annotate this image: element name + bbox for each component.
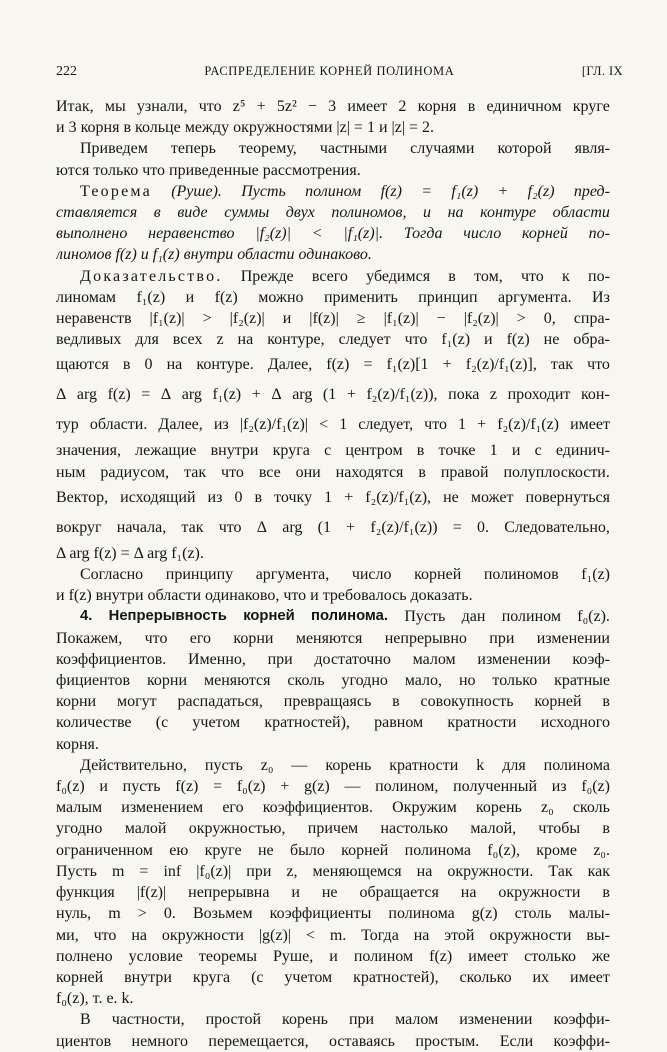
theorem-line: ставляется в виде суммы двух полиномов, и на контуре области bbox=[56, 204, 610, 222]
text-line: Пусть m = inf |f₀(z)| при z, меняющемся на окружности. Так как bbox=[56, 862, 610, 880]
theorem-line: линомов f(z) и f₁(z) внутри области одинаково. bbox=[56, 246, 372, 264]
text-line: корни могут распадаться, превращаясь в совокупность корней в bbox=[56, 693, 610, 711]
proof-line: значения, лежащие внутри круга с центром в точке 1 и с единич- bbox=[56, 442, 610, 460]
text-line: Приведем теперь теорему, частными случаями которой явля- bbox=[80, 140, 610, 158]
text-line: малым изменением его коэффициентов. Окружим корень z₀ сколь bbox=[56, 799, 610, 817]
text-line: количестве (с учетом кратностей), равном кратности исходного bbox=[56, 714, 610, 732]
text-line: угодно малой окружностью, причем настолько малой, чтобы в bbox=[56, 820, 610, 838]
text-line: полнено условие теоремы Руше, и полином f(z) имеет столько же bbox=[56, 947, 610, 965]
page-body bbox=[56, 96, 610, 1052]
text-line: Итак, мы узнали, что z⁵ + 5z² − 3 имеет 2 корня в единичном круге bbox=[56, 98, 610, 115]
proof-line: Δ arg f(z) = Δ arg f₁(z). bbox=[56, 544, 204, 562]
theorem-line: выполнено неравенство |f₂(z)| < |f₁(z)|. Тогда число корней по- bbox=[56, 225, 610, 243]
text-line: и 3 корня в кольце между окружностями |z| = 1 и |z| = 2. bbox=[56, 119, 435, 137]
text-line: В частности, простой корень при малом изменении коэффи- bbox=[80, 1011, 610, 1029]
running-title: РАСПРЕДЕЛЕНИЕ КОРНЕЙ ПОЛИНОМА bbox=[204, 64, 455, 78]
text-line: f₀(z) и пусть f(z) = f₀(z) + g(z) — полином, полученный из f₀(z) bbox=[56, 778, 610, 796]
proof-line: Доказательство. Прежде всего убедимся в том, что к по- bbox=[80, 267, 610, 285]
text-line: ми, что на окружности |g(z)| < m. Тогда на этой окружности вы- bbox=[56, 926, 610, 944]
text-line: ются только что приведенные рассмотрения. bbox=[56, 161, 361, 179]
page-header bbox=[56, 64, 623, 80]
text-line: и f(z) внутри области одинаково, что и требовалось доказать. bbox=[56, 587, 473, 605]
text-line: фициентов корни меняются сколь угодно мало, но только кратные bbox=[56, 672, 610, 690]
text-line: Согласно принципу аргумента, число корней полиномов f₁(z) bbox=[80, 566, 610, 584]
text-line: f₀(z), т. е. k. bbox=[56, 990, 134, 1008]
page-number: 222 bbox=[56, 64, 77, 79]
proof-line: линомам f₁(z) и f(z) можно применить принцип аргумента. Из bbox=[56, 288, 610, 306]
proof-line: Δ arg f(z) = Δ arg f₁(z) + Δ arg (1 + f₂(z)/f₁(z)), пока z проходит кон- bbox=[56, 386, 610, 404]
section-heading-line: 4. Непрерывность корней полинома. Пусть дан полином f₀(z). bbox=[80, 608, 610, 626]
theorem-line: Теорема (Руше). Пусть полином f(z) = f₁(z) + f₂(z) пред- bbox=[80, 182, 610, 200]
proof-line: щаются в 0 на контуре. Далее, f(z) = f₁(z)[1 + f₂(z)/f₁(z)], так что bbox=[56, 356, 610, 374]
text-line: коэффициентов. Именно, при достаточно малом изменении коэф- bbox=[56, 650, 610, 668]
proof-line: вокруг начала, так что Δ arg (1 + f₂(z)/f₁(z)) = 0. Следовательно, bbox=[56, 518, 610, 536]
text-line: корня. bbox=[56, 735, 99, 753]
proof-line: Вектор, исходящий из 0 в точку 1 + f₂(z)/f₁(z), не может повернуться bbox=[56, 488, 610, 506]
chapter-label: [ГЛ. IX bbox=[581, 64, 623, 78]
text-line: нуль, m > 0. Возьмем коэффициенты полинома g(z) столь малы- bbox=[56, 905, 610, 923]
text-line: корней внутри круга (с учетом кратностей), сколько их имеет bbox=[56, 968, 610, 986]
proof-line: ным радиусом, так что все они находятся в правой полуплоскости. bbox=[56, 463, 610, 481]
text-line: циентов немного перемещается, оставаясь простым. Если коэффи- bbox=[56, 1032, 610, 1050]
text-line: Покажем, что его корни меняются непрерывно при изменении bbox=[56, 629, 610, 647]
text-line: Действительно, пусть z₀ — корень кратности k для полинома bbox=[80, 756, 610, 774]
proof-line: ведливых для всех z на контуре, следует что f₁(z) и f(z) не обра- bbox=[56, 331, 610, 349]
proof-line: тур области. Далее, из |f₂(z)/f₁(z)| < 1 следует, что 1 + f₂(z)/f₁(z) имеет bbox=[56, 416, 610, 434]
text-line: функция |f(z)| непрерывна и не обращается на окружности в bbox=[56, 884, 610, 902]
text-line: ограниченном ею круге не было корней полинома f₀(z), кроме z₀. bbox=[56, 841, 610, 859]
proof-line: неравенств |f₁(z)| > |f₂(z)| и |f(z)| ≥ |f₁(z)| − |f₂(z)| > 0, спра- bbox=[56, 310, 610, 328]
